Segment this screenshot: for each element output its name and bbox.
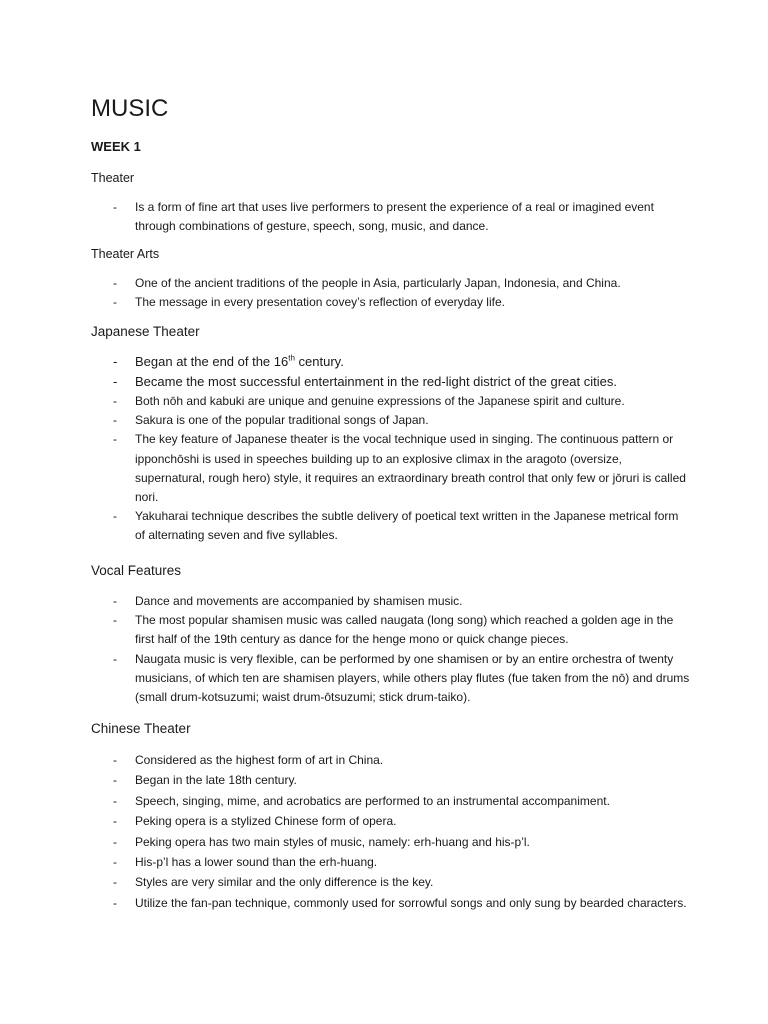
bullet-dash: - [113,432,117,447]
section-japanese-theater [91,324,691,546]
list-item: - Sakura is one of the popular traditional songs of Japan. [91,411,691,430]
bullet-dash: - [113,875,117,890]
list-item: - Peking opera is a stylized Chinese form of opera. [91,811,691,831]
list-item: - Yakuharai technique describes the subtle delivery of poetical text written in the Japanese metrical form of alternating seven and five syllables. [113,509,679,543]
bullet-list [91,592,691,707]
bullet-dash: - [113,613,117,628]
bullet-dash: - [113,276,117,290]
document-title: MUSIC [91,95,169,122]
bullet-dash: - [113,374,118,389]
list-item: - The key feature of Japanese theater is the vocal technique used in singing. The continuous pattern or ipponchōshi is used in speeches building up to an explosive climax in the aragoto (oversize, supernatural, rough hero) style, it requires an extraordinary breath control that only few or jōruri is called nori. [113,432,686,505]
bullet-dash: - [113,834,117,849]
bullet-dash: - [113,295,117,310]
bullet-dash: - [113,509,117,524]
bullet-list [91,198,691,236]
bullet-dash: - [113,413,117,428]
bullet-dash: - [113,855,117,870]
bullet-dash: - [113,200,117,214]
list-item: - Dance and movements are accompanied by shamisen music. [91,592,691,611]
section-theater [91,170,691,236]
list-item: - Began at the end of the 16th century. [91,352,691,372]
list-item: - Speech, singing, mime, and acrobatics are performed to an instrumental accompaniment. [91,791,691,811]
bullet-dash: - [113,594,117,608]
list-item: - The most popular shamisen music was called naugata (long song) which reached a golden age in the first half of the 19th century as dance for the henge mono or quick change pieces. [113,613,674,647]
section-heading: Chinese Theater [91,721,191,736]
section-heading: Japanese Theater [91,324,200,339]
list-item: - The message in every presentation covey’s reflection of everyday life. [91,293,691,312]
bullet-dash: - [113,814,117,829]
section-heading: Theater Arts [91,247,160,261]
section-heading: Vocal Features [91,563,182,578]
bullet-list [91,274,691,312]
section-heading: Theater [91,171,135,185]
list-item: - Naugata music is very flexible, can be performed by one shamisen or by an entire orchestra of twenty musicians, of which ten are shamisen players, while others play flutes (fue taken from the nō) and drums (small drum-kotsuzumi; waist drum-ōtsuzumi; stick drum-taiko). [113,651,690,705]
list-item: - Utilize the fan-pan technique, commonly used for sorrowful songs and only sung by bearded characters. [91,893,691,913]
bullet-dash: - [113,793,117,808]
week-heading: WEEK 1 [91,139,141,154]
list-item: - Both nōh and kabuki are unique and genuine expressions of the Japanese spirit and culture. [91,392,691,411]
list-item: - His-p’l has a lower sound than the erh-huang. [91,852,691,872]
list-item: - One of the ancient traditions of the people in Asia, particularly Japan, Indonesia, and China. [91,274,691,293]
bullet-list [91,750,691,913]
section-vocal-features [91,563,691,707]
list-item: - Peking opera has two main styles of music, namely: erh-huang and his-p’l. [91,832,691,852]
list-item: - Styles are very similar and the only difference is the key. [91,872,691,892]
bullet-dash: - [113,354,118,369]
section-chinese-theater [91,721,691,913]
bullet-dash: - [113,753,117,767]
bullet-dash: - [113,773,117,788]
bullet-dash: - [113,394,117,408]
section-theater-arts [91,246,691,312]
list-item: - Is a form of fine art that uses live performers to present the experience of a real or imagined event through combinations of gesture, speech, song, music, and dance. [113,200,654,234]
list-item: - Began in the late 18th century. [91,770,691,790]
list-item: - Considered as the highest form of art in China. [91,750,691,770]
bullet-dash: - [113,651,117,666]
bullet-dash: - [113,895,117,910]
bullet-list [91,352,691,546]
list-item: - Became the most successful entertainment in the red-light district of the great cities. [91,372,691,392]
